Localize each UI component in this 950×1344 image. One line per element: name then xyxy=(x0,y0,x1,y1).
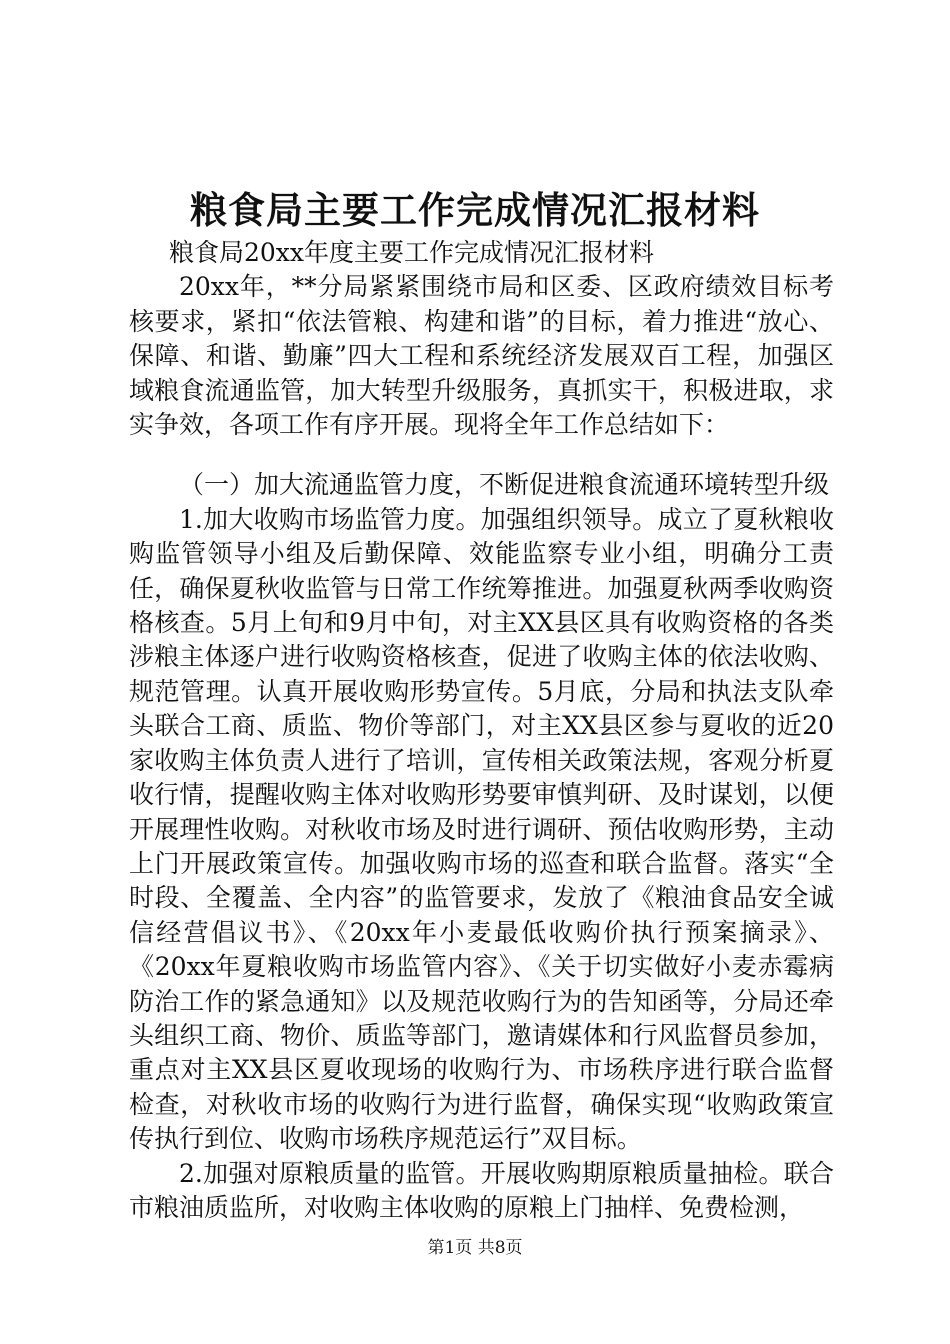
paragraph-item-1: 1.加大收购市场监管力度。加强组织领导。成立了夏秋粮收购监管领导小组及后勤保障、效能监察专业小组，明确分工责任，确保夏秋收监管与日常工作统筹推进。加强夏秋两季收购资格核查。5月上旬和9月中旬，对主XX县区具有收购资格的各类涉粮主体逐户进行收购资格核查，促进了收购主体的依法收购、规范管理。认真开展收购形势宣传。5月底，分局和执法支队牵头联合工商、质监、物价等部门，对主XX县区参与夏收的近20家收购主体负责人进行了培训，宣传相关政策法规，客观分析夏收行情，提醒收购主体对收购形势要审慎判研、及时谋划，以便开展理性收购。对秋收市场及时进行调研、预估收购形势，主动上门开展政策宣传。加强收购市场的巡查和联合监督。落实“全时段、全覆盖、全内容”的监管要求，发放了《粮油食品安全诚信经营倡议书》、《20xx年小麦最低收购价执行预案摘录》、《20xx年夏粮收购市场监管内容》、《关于切实做好小麦赤霉病防治工作的紧急通知》以及规范收购行为的告知函等，分局还牵头组织工商、物价、质监等部门，邀请媒体和行风监督员参加，重点对主XX县区夏收现场的收购行为、市场秩序进行联合监督检查，对秋收市场的收购行为进行监督，确保实现“收购政策宣传执行到位、收购市场秩序规范运行”双目标。 xyxy=(129,504,834,1154)
paragraph-item-2: 2.加强对原粮质量的监管。开展收购期原粮质量抽检。联合市粮油质监所，对收购主体收购的原粮上门抽样、免费检测， xyxy=(129,1158,834,1222)
document-title: 粮食局主要工作完成情况汇报材料 xyxy=(190,188,760,232)
page-footer: 第1页 共8页 xyxy=(427,1238,523,1258)
paragraph-intro: 20xx年，**分局紧紧围绕市局和区委、区政府绩效目标考核要求，紧扣“依法管粮、构建和谐”的目标，着力推进“放心、保障、和谐、勤廉”四大工程和系统经济发展双百工程，加强区域粮食流通监管，加大转型升级服务，真抓实干，积极进取，求实争效，各项工作有序开展。现将全年工作总结如下： xyxy=(129,272,834,440)
document-body xyxy=(129,236,834,1225)
document-subtitle: 粮食局20xx年度主要工作完成情况汇报材料 xyxy=(169,238,655,267)
section-heading: （一）加大流通监管力度，不断促进粮食流通环境转型升级 xyxy=(179,470,830,500)
